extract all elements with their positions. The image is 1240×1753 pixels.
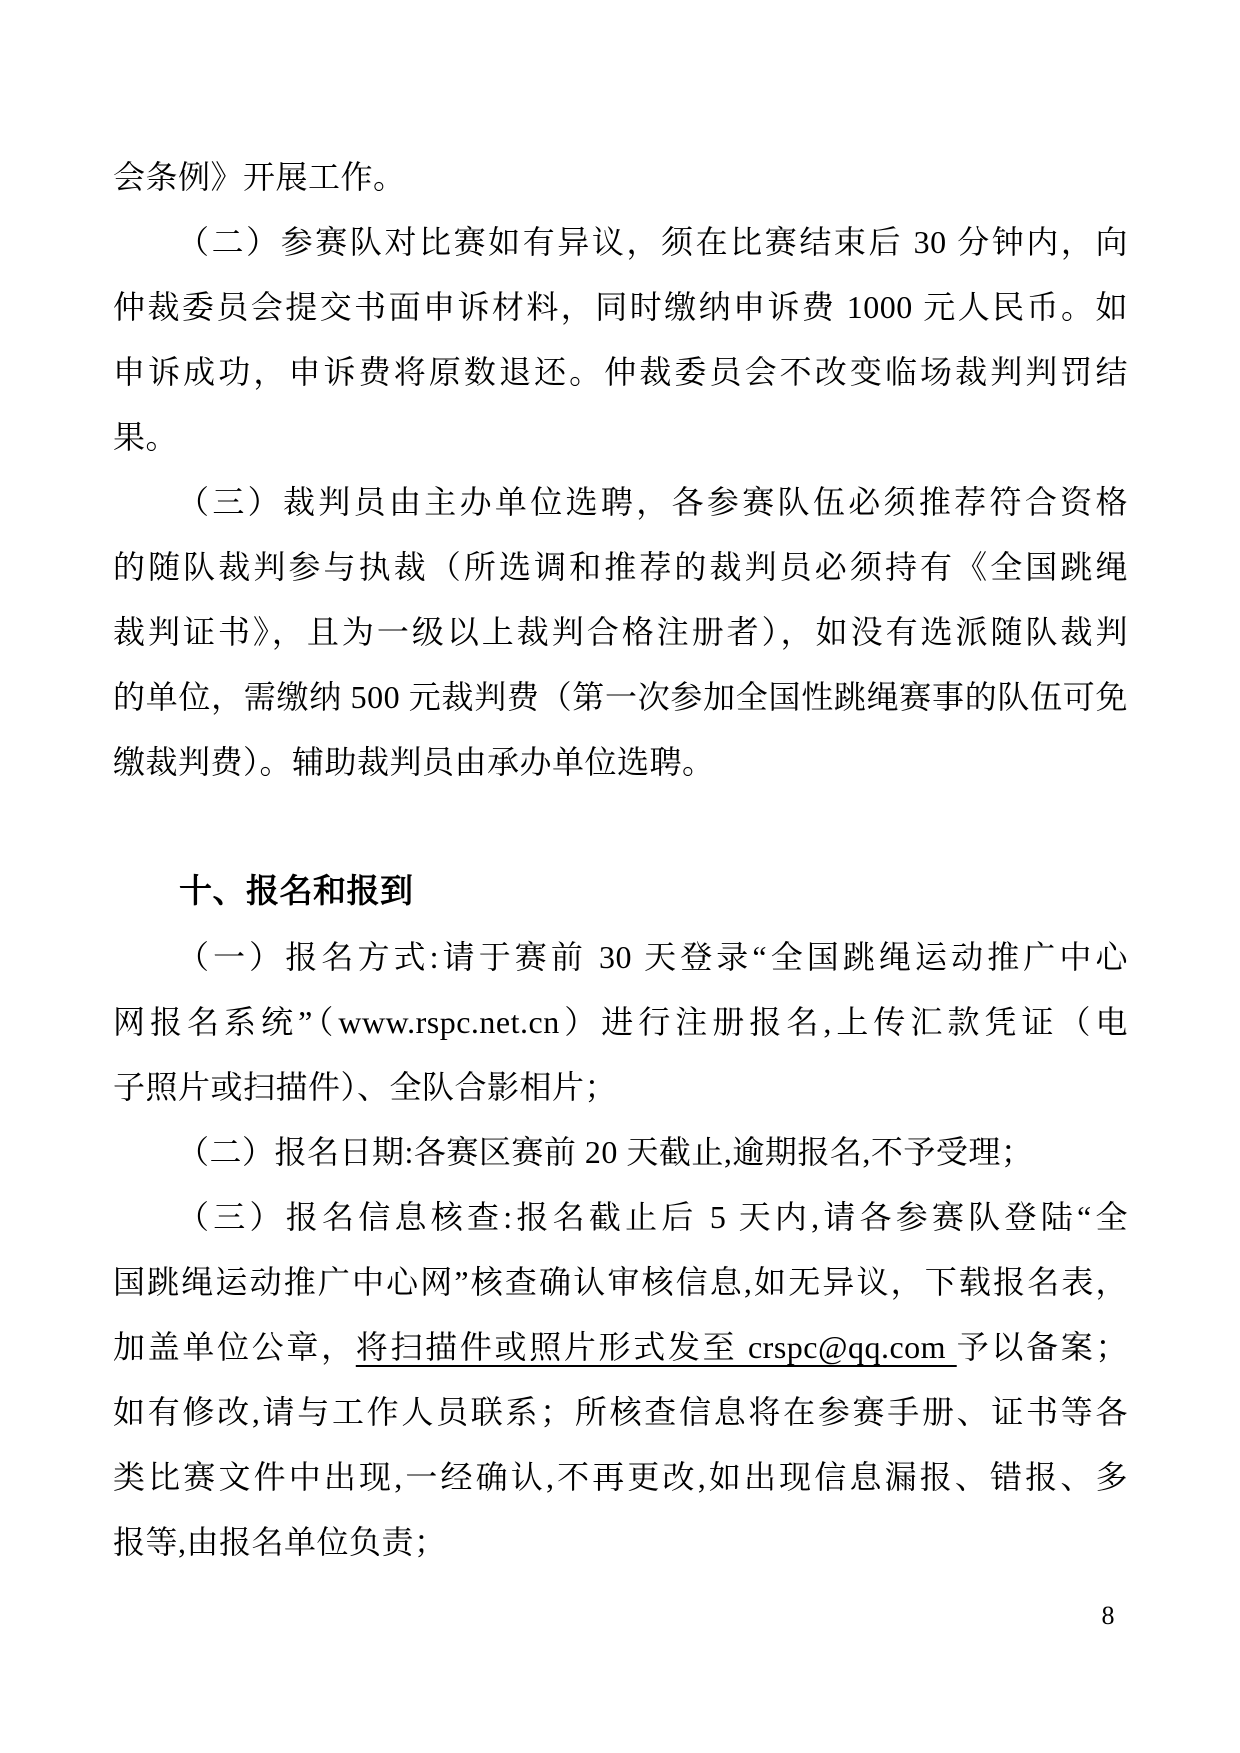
text-line: 网报名系统”（www.rspc.net.cn）进行注册报名,上传汇款凭证（电 (113, 1004, 1128, 1040)
text-line: 缴裁判费）。辅助裁判员由承办单位选聘。 (113, 744, 715, 780)
text-line: 如有修改,请与工作人员联系；所核查信息将在参赛手册、证书等各 (113, 1394, 1128, 1430)
text-line-with-email (113, 1315, 1128, 1380)
text-line: 裁判证书》，且为一级以上裁判合格注册者），如没有选派随队裁判 (113, 614, 1128, 650)
email-line-post: 予以备案； (956, 1329, 1128, 1365)
text-line: （三）裁判员由主办单位选聘，各参赛队伍必须推荐符合资格 (177, 484, 1128, 520)
text-line: 类比赛文件中出现,一经确认,不再更改,如出现信息漏报、错报、多 (113, 1459, 1128, 1495)
page-number: 8 (1101, 1601, 1115, 1630)
text-line: 会条例》开展工作。 (113, 159, 406, 195)
text-line: （一）报名方式:请于赛前 30 天登录“全国跳绳运动推广中心 (177, 939, 1128, 975)
text-line: 报等,由报名单位负责； (113, 1524, 447, 1560)
text-line: 仲裁委员会提交书面申诉材料，同时缴纳申诉费 1000 元人民币。如 (113, 289, 1128, 325)
text-line: 申诉成功，申诉费将原数退还。仲裁委员会不改变临场裁判判罚结 (113, 354, 1128, 390)
text-line: （三）报名信息核查:报名截止后 5 天内,请各参赛队登陆“全 (177, 1199, 1128, 1235)
text-line: （二）报名日期:各赛区赛前 20 天截止,逾期报名,不予受理； (177, 1134, 1034, 1170)
text-line: 的随队裁判参与执裁（所选调和推荐的裁判员必须持有《全国跳绳 (113, 549, 1128, 585)
text-line: 果。 (113, 419, 179, 455)
email-line-pre: 加盖单位公章， (113, 1329, 356, 1365)
text-line: 的单位，需缴纳 500 元裁判费（第一次参加全国性跳绳赛事的队伍可免 (113, 679, 1128, 715)
text-line: 子照片或扫描件）、全队合影相片； (113, 1069, 618, 1105)
document-body (113, 145, 1128, 1575)
section-heading-registration: 十、报名和报到 (179, 874, 414, 910)
text-line: 国跳绳运动推广中心网”核查确认审核信息,如无异议，下载报名表， (113, 1264, 1128, 1300)
email-underline: 将扫描件或照片形式发至 crspc@qq.com (355, 1329, 957, 1365)
blank-line (113, 795, 1128, 860)
text-line: （二）参赛队对比赛如有异议，须在比赛结束后 30 分钟内，向 (177, 224, 1128, 260)
